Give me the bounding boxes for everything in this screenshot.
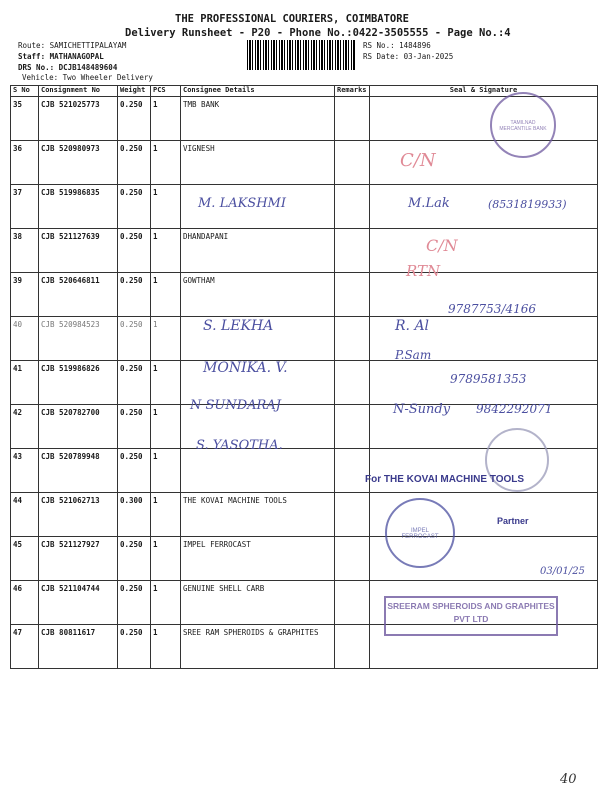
page-number: 40 (560, 772, 577, 787)
route-line (18, 41, 126, 50)
remarks (335, 185, 370, 229)
pcs: 1 (151, 97, 181, 141)
weight: 0.250 (118, 229, 151, 273)
rs-date-line (363, 52, 453, 61)
weight: 0.250 (118, 625, 151, 669)
staff-label: Staff: (18, 52, 46, 61)
rs-no-line (363, 41, 431, 50)
weight: 0.250 (118, 537, 151, 581)
remarks (335, 97, 370, 141)
company-title: THE PROFESSIONAL COURIERS, COIMBATORE (175, 13, 409, 25)
sno: 44 (11, 493, 39, 537)
consignment-no: CJB 520646811 (39, 273, 118, 317)
consignment-no: CJB 521025773 (39, 97, 118, 141)
kovai-stamp: For THE KOVAI MACHINE TOOLS (365, 474, 525, 485)
sno: 43 (11, 449, 39, 493)
rs-date-label: RS Date: (363, 52, 400, 61)
handwritten-signature-37: M.Lak (408, 196, 450, 211)
remarks (335, 229, 370, 273)
consignee: TMB BANK (181, 97, 335, 141)
handwritten-name-43: S. YASOTHA. (196, 438, 283, 453)
staff-value: MATHANAGOPAL (49, 52, 104, 61)
weight: 0.250 (118, 581, 151, 625)
pcs: 1 (151, 405, 181, 449)
handwritten-date-47: 03/01/25 (540, 566, 585, 577)
consignment-no: CJB 521127927 (39, 537, 118, 581)
consignment-no: CJB 521062713 (39, 493, 118, 537)
pcs: 1 (151, 141, 181, 185)
remarks (335, 317, 370, 361)
weight: 0.250 (118, 361, 151, 405)
col-pcs: PCS (151, 86, 181, 97)
consignment-no: CJB 521104744 (39, 581, 118, 625)
staff-line (18, 52, 104, 61)
sno: 41 (11, 361, 39, 405)
handwritten-name-37: M. LAKSHMI (198, 196, 286, 211)
consignment-no: CJB 520984523 (39, 317, 118, 361)
sno: 47 (11, 625, 39, 669)
pcs: 1 (151, 581, 181, 625)
weight: 0.250 (118, 449, 151, 493)
handwritten-name-42: N SUNDARAJ (190, 398, 281, 413)
remarks (335, 581, 370, 625)
consignee: GOWTHAM (181, 273, 335, 317)
consignee: GENUINE SHELL CARB (181, 581, 335, 625)
consignee (181, 449, 335, 493)
weight: 0.250 (118, 317, 151, 361)
table-row (11, 317, 598, 361)
table-row (11, 537, 598, 581)
handwritten-phone-40: 9787753/4166 (448, 302, 537, 316)
seal (370, 449, 598, 493)
pcs: 1 (151, 361, 181, 405)
pcs: 1 (151, 229, 181, 273)
handwritten-mark-39: RTN (406, 262, 441, 280)
col-consignee: Consignee Details (181, 86, 335, 97)
weight: 0.300 (118, 493, 151, 537)
handwritten-name-41: MONIKA. V. (203, 360, 288, 376)
table-row (11, 493, 598, 537)
sno: 45 (11, 537, 39, 581)
vehicle-line: Vehicle: Two Wheeler Delivery (22, 73, 153, 82)
col-weight: Weight (118, 86, 151, 97)
barcode (247, 40, 355, 70)
col-sno: S No (11, 86, 39, 97)
consignment-no: CJB 80811617 (39, 625, 118, 669)
drs-value: DCJB148489604 (58, 63, 118, 72)
consignee: SREE RAM SPHEROIDS & GRAPHITES (181, 625, 335, 669)
remarks (335, 361, 370, 405)
weight: 0.250 (118, 405, 151, 449)
consignee: DHANDAPANI (181, 229, 335, 273)
consignee: VIGNESH (181, 141, 335, 185)
route-value: SAMICHETTIPALAYAM (49, 41, 127, 50)
consignment-no: CJB 519986826 (39, 361, 118, 405)
consignment-no: CJB 521127639 (39, 229, 118, 273)
remarks (335, 141, 370, 185)
sno: 38 (11, 229, 39, 273)
seal (370, 97, 598, 141)
drs-label: DRS No.: (18, 63, 55, 72)
sno: 36 (11, 141, 39, 185)
table-row (11, 229, 598, 273)
pcs: 1 (151, 625, 181, 669)
remarks (335, 405, 370, 449)
pcs: 1 (151, 185, 181, 229)
sno: 42 (11, 405, 39, 449)
weight: 0.250 (118, 273, 151, 317)
col-seal: Seal & Signature (370, 86, 598, 97)
seal (370, 229, 598, 273)
sno: 37 (11, 185, 39, 229)
sno: 40 (11, 317, 39, 361)
weight: 0.250 (118, 185, 151, 229)
handwritten-phone-37: (8531819933) (488, 198, 567, 211)
handwritten-name-40: S. LEKHA (203, 318, 274, 334)
pcs: 1 (151, 493, 181, 537)
remarks (335, 537, 370, 581)
handwritten-phone-42: 9842292071 (476, 402, 553, 416)
handwritten-signature-40: R. Al (395, 318, 430, 334)
consignment-no: CJB 520789948 (39, 449, 118, 493)
weight: 0.250 (118, 141, 151, 185)
consignee: THE KOVAI MACHINE TOOLS (181, 493, 335, 537)
bank-seal-text: TAMILNAD MERCANTILE BANK (499, 120, 547, 132)
sno: 46 (11, 581, 39, 625)
sreeram-stamp: SREERAM SPHEROIDS AND GRAPHITES PVT LTD (384, 596, 558, 636)
weight: 0.250 (118, 97, 151, 141)
rs-no-label: RS No.: (363, 41, 395, 50)
sno: 39 (11, 273, 39, 317)
handwritten-signature-42: N-Sundy (393, 402, 451, 417)
runsheet-subtitle: Delivery Runsheet - P20 - Phone No.:0422-3505555 - Page No.:4 (125, 27, 511, 39)
pcs: 1 (151, 273, 181, 317)
handwritten-mark-36: C/N (400, 150, 436, 171)
drs-line (18, 63, 117, 72)
col-remarks: Remarks (335, 86, 370, 97)
sno: 35 (11, 97, 39, 141)
consignment-no: CJB 520782700 (39, 405, 118, 449)
partner-stamp: Partner (497, 516, 529, 526)
consignment-no: CJB 519986835 (39, 185, 118, 229)
remarks (335, 449, 370, 493)
pcs: 1 (151, 537, 181, 581)
remarks (335, 625, 370, 669)
col-consignment: Consignment No (39, 86, 118, 97)
remarks (335, 273, 370, 317)
pcs: 1 (151, 317, 181, 361)
consignment-no: CJB 520980973 (39, 141, 118, 185)
rs-no-value: 1484896 (399, 41, 431, 50)
pcs: 1 (151, 449, 181, 493)
impel-seal-stamp (385, 498, 455, 568)
remarks (335, 493, 370, 537)
bank-seal-stamp (490, 92, 556, 158)
consignee: IMPEL FERROCAST (181, 537, 335, 581)
handwritten-signature-41: P.Sam (395, 348, 432, 362)
impel-seal-text: IMPEL FERROCAST (401, 528, 439, 540)
rs-date-value: 03-Jan-2025 (403, 52, 454, 61)
route-label: Route: (18, 41, 46, 50)
handwritten-phone-41: 9789581353 (450, 372, 527, 386)
handwritten-mark-38: C/N (426, 236, 458, 255)
